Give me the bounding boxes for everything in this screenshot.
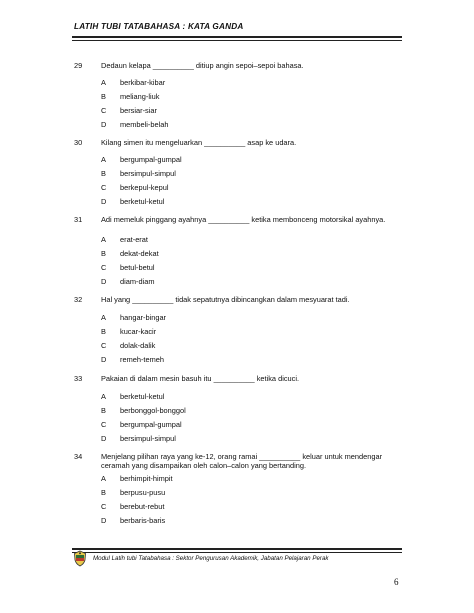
option-d[interactable] xyxy=(101,516,165,525)
option-text: berpusu-pusu xyxy=(120,488,166,497)
question-stem: Pakaian di dalam mesin basuh itu __________ ketika dicuci. xyxy=(101,374,300,383)
option-letter: B xyxy=(101,327,106,336)
option-text: erat-erat xyxy=(120,235,148,244)
option-text: betul-betul xyxy=(120,263,155,272)
option-letter: C xyxy=(101,420,107,429)
option-b[interactable] xyxy=(101,249,159,258)
option-d[interactable] xyxy=(101,197,164,206)
option-letter: D xyxy=(101,355,107,364)
option-letter: D xyxy=(101,197,107,206)
option-text: bersimpul-simpul xyxy=(120,169,176,178)
option-d[interactable] xyxy=(101,120,168,129)
option-c[interactable] xyxy=(101,341,155,350)
option-letter: D xyxy=(101,516,107,525)
option-letter: B xyxy=(101,169,106,178)
question-number: 29 xyxy=(74,61,83,70)
option-a[interactable] xyxy=(101,235,148,244)
crest-logo-icon xyxy=(73,550,87,567)
header-rule-thin xyxy=(72,40,402,41)
option-text: berkibar-kibar xyxy=(120,78,166,87)
option-text: remeh-temeh xyxy=(120,355,164,364)
option-letter: B xyxy=(101,92,106,101)
footer-rule xyxy=(72,548,402,550)
option-text: bergumpal-gumpal xyxy=(120,155,182,164)
option-text: diam-diam xyxy=(120,277,155,286)
option-text: berbonggol-bonggol xyxy=(120,406,186,415)
option-b[interactable] xyxy=(101,406,186,415)
option-d[interactable] xyxy=(101,355,164,364)
option-letter: A xyxy=(101,392,106,401)
option-text: bersiar-siar xyxy=(120,106,157,115)
option-letter: A xyxy=(101,235,106,244)
option-text: bersimpul-simpul xyxy=(120,434,176,443)
option-letter: A xyxy=(101,155,106,164)
option-d[interactable] xyxy=(101,434,176,443)
option-letter: B xyxy=(101,488,106,497)
option-d[interactable] xyxy=(101,277,155,286)
question-number: 31 xyxy=(74,215,83,224)
option-c[interactable] xyxy=(101,106,157,115)
option-b[interactable] xyxy=(101,327,156,336)
option-text: meliang-liuk xyxy=(120,92,160,101)
option-letter: B xyxy=(101,249,106,258)
option-a[interactable] xyxy=(101,313,166,322)
option-letter: D xyxy=(101,120,107,129)
option-a[interactable] xyxy=(101,78,165,87)
option-c[interactable] xyxy=(101,502,164,511)
option-letter: C xyxy=(101,502,107,511)
question-number: 32 xyxy=(74,295,83,304)
option-text: berketul-ketul xyxy=(120,197,165,206)
option-text: berbaris-baris xyxy=(120,516,166,525)
question-stem: Menjelang pilihan raya yang ke-12, orang ramai __________ keluar untuk mendengar ceramah yang disampaikan oleh calon–calon yang bertanding. xyxy=(101,452,383,471)
option-text: berketul-ketul xyxy=(120,392,165,401)
option-letter: C xyxy=(101,183,107,192)
option-a[interactable] xyxy=(101,155,182,164)
option-letter: C xyxy=(101,263,107,272)
option-b[interactable] xyxy=(101,488,165,497)
option-a[interactable] xyxy=(101,474,173,483)
header-rule xyxy=(72,36,402,38)
option-b[interactable] xyxy=(101,169,176,178)
option-text: dolak-dalik xyxy=(120,341,156,350)
option-letter: C xyxy=(101,341,107,350)
option-letter: B xyxy=(101,406,106,415)
question-number: 30 xyxy=(74,138,83,147)
option-text: berebut-rebut xyxy=(120,502,165,511)
option-a[interactable] xyxy=(101,392,164,401)
option-text: berkepul-kepul xyxy=(120,183,169,192)
question-stem: Kilang simen itu mengeluarkan __________ asap ke udara. xyxy=(101,138,297,147)
page-number: 6 xyxy=(394,577,399,587)
option-text: hangar-bingar xyxy=(120,313,167,322)
option-c[interactable] xyxy=(101,183,168,192)
question-stem: Dedaun kelapa __________ ditiup angin sepoi–sepoi bahasa. xyxy=(101,61,304,70)
footer-rule-thin xyxy=(72,552,402,553)
option-letter: A xyxy=(101,78,106,87)
option-b[interactable] xyxy=(101,92,159,101)
option-letter: A xyxy=(101,313,106,322)
option-letter: C xyxy=(101,106,107,115)
question-stem: Adi memeluk pinggang ayahnya __________ ketika membonceng motorsikal ayahnya. xyxy=(101,215,386,224)
option-text: dekat-dekat xyxy=(120,249,159,258)
footer-text: Modul Latih tubi Tatabahasa : Sektor Pengurusan Akademik, Jabatan Pelajaran Perak xyxy=(93,555,329,562)
option-text: kucar-kacir xyxy=(120,327,157,336)
option-text: berhimpit-himpit xyxy=(120,474,173,483)
option-c[interactable] xyxy=(101,420,182,429)
option-text: bergumpal-gumpal xyxy=(120,420,182,429)
option-text: membeli-belah xyxy=(120,120,169,129)
question-number: 33 xyxy=(74,374,83,383)
option-c[interactable] xyxy=(101,263,155,272)
option-letter: D xyxy=(101,434,107,443)
question-stem: Hal yang __________ tidak sepatutnya dibincangkan dalam mesyuarat tadi. xyxy=(101,295,350,304)
option-letter: A xyxy=(101,474,106,483)
question-number: 34 xyxy=(74,452,83,461)
page-header-title: LATIH TUBI TATABAHASA : KATA GANDA xyxy=(74,22,244,31)
option-letter: D xyxy=(101,277,107,286)
